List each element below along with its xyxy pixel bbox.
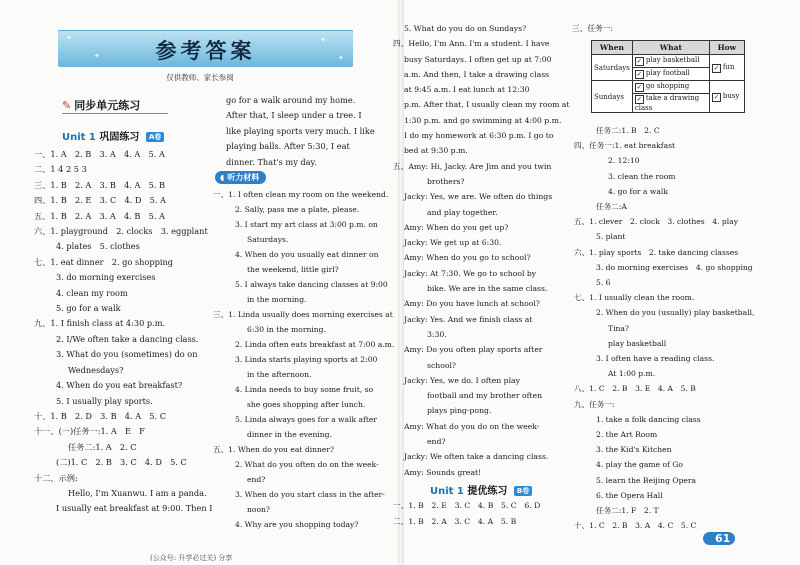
answer-line: football and my brother often — [427, 391, 543, 401]
answer-line: 1. take a folk dancing class — [596, 414, 701, 424]
answer-line: 4. Why are you shopping today? — [235, 520, 359, 529]
answer-line: 3. do morning exercises 4. go shopping — [596, 262, 753, 272]
answer-line: 2. 12:10 — [608, 156, 640, 166]
answer-line: 十、1. B 2. D 3. B 4. A 5. C — [34, 410, 166, 421]
answer-line: 1:30 p.m. and go swimming at 4:00 p.m. — [404, 115, 562, 125]
answer-line: Saturdays. — [247, 235, 289, 244]
answer-line: 一、1. A 2. B 3. A 4. A 5. A — [34, 149, 165, 159]
table-cell: Sundays — [592, 81, 633, 113]
answer-line: 十一、(一)任务一:1. A E F — [34, 426, 145, 437]
answer-line: 2. What do you often do on the week- — [235, 460, 379, 469]
title-banner — [58, 30, 353, 67]
check-icon: ✓ — [636, 83, 643, 91]
answer-line: 2. the Art Room — [596, 430, 658, 440]
answer-line: 任务二:1. A 2. C — [68, 441, 137, 452]
answer-line: 五、1. clever 2. clock 3. clothes 4. play — [574, 217, 738, 227]
section-heading — [62, 97, 140, 113]
cell-text: go shopping — [645, 82, 690, 90]
unit-title: 提优练习 — [467, 486, 508, 497]
table-cell — [632, 68, 709, 81]
answer-line: 二、1 4 2 5 3 — [34, 164, 87, 175]
answer-line: Amy: Do you often play sports after — [404, 345, 543, 355]
section-divider — [62, 113, 168, 114]
column-4-table-label — [572, 21, 772, 36]
answer-line: 一、1. B 2. E 3. C 4. B 5. C 6. D — [393, 501, 541, 510]
pen-icon: ✎ — [62, 99, 72, 112]
answer-line: at 9:45 a.m. I eat lunch at 12:30 — [404, 85, 530, 95]
answer-line: 七、1. I usually clean the room. — [574, 293, 695, 303]
answer-line: 五、1. When do you eat dinner? — [213, 445, 335, 454]
answer-line: Jacky: Yes. And we finish class at — [404, 314, 533, 324]
headphone-icon: ◖ — [220, 173, 225, 182]
answer-line: 五、Amy: Hi, Jacky. Are Jim and you twin — [393, 161, 552, 171]
table-header: When — [592, 41, 633, 55]
unit-title: 巩固练习 — [99, 132, 140, 143]
answer-line: 一、1. I often clean my room on the weekend. — [213, 190, 389, 199]
table-cell — [709, 81, 744, 113]
answer-line: 5. plant — [596, 232, 626, 242]
answer-line: I usually eat breakfast at 9:00. Then I — [56, 503, 213, 514]
answer-line: and play together. — [427, 207, 498, 217]
star-decoration-icon: ✦ — [66, 34, 72, 42]
answer-line: 5. I usually play sports. — [56, 395, 153, 406]
unit-tag: A卷 — [146, 132, 164, 142]
answer-line: Jacky: We get up at 6:30. — [404, 238, 502, 248]
answer-line: 4. clean my room — [56, 287, 128, 298]
answer-line: (二)1. C 2. B 3. C 4. D 5. C — [56, 457, 187, 468]
answer-line: 5. I always take dancing classes at 9:00 — [235, 280, 388, 289]
table-header: How — [709, 41, 744, 55]
answer-line: 十、1. C 2. B 3. A 4. C 5. C — [574, 521, 697, 531]
answer-line: 6:30 in the morning. — [247, 325, 326, 334]
column-2-listening — [213, 187, 395, 532]
page-title: 参考答案 — [155, 39, 256, 63]
table-cell — [632, 55, 709, 68]
answer-line: 3:30. — [427, 329, 447, 339]
answer-line: 4. play the game of Go — [596, 460, 683, 470]
answer-line: 3. I start my art class at 3:00 p.m. on — [235, 220, 378, 229]
answer-line: Tina? — [608, 323, 629, 333]
cell-text: take a drawing class — [634, 94, 700, 112]
answer-line: 5. 6 — [596, 278, 611, 288]
answer-line: in the morning. — [247, 295, 307, 304]
answer-line: brothers? — [427, 176, 465, 186]
answer-line: in the afternoon. — [247, 370, 312, 379]
table-header: What — [632, 41, 709, 55]
answer-line: 四、任务一:1. eat breakfast — [574, 141, 676, 151]
column-3 — [393, 21, 570, 480]
answer-line: dinner in the evening. — [247, 430, 332, 439]
answer-line: 八、1. C 2. B 3. E 4. A 5. B — [574, 384, 696, 394]
answer-line: end? — [247, 475, 266, 484]
cell-text: fun — [722, 62, 735, 71]
answer-line: 六、1. play sports 2. take dancing classes — [574, 247, 739, 257]
answer-line: 4. When do you usually eat dinner on — [235, 250, 379, 259]
answer-line: 十二、示例: — [34, 472, 78, 483]
answer-line: At 1:00 p.m. — [608, 369, 656, 379]
answer-line: 3. do morning exercises — [56, 272, 156, 283]
listening-title: 听力材料 — [227, 173, 260, 182]
answer-line: 2. Sally, pass me a plate, please. — [235, 205, 360, 214]
answer-line: busy Saturdays. I often get up at 7:00 — [404, 54, 552, 64]
answer-line: bed at 9:30 p.m. — [404, 146, 468, 156]
answer-line: bike. We are in the same class. — [427, 284, 548, 294]
answer-line: like playing sports very much. I like — [226, 125, 375, 136]
answer-line: Hello, I'm Xuanwu. I am a panda. — [68, 487, 207, 498]
answer-line: Amy: Sounds great! — [404, 467, 482, 477]
table-cell — [632, 81, 709, 94]
answer-line: dinner. That's my day. — [226, 156, 317, 167]
answer-line: After that, I sleep under a tree. I — [226, 110, 362, 121]
answer-line: 六、1. playground 2. clocks 3. eggplant — [34, 226, 208, 237]
star-decoration-icon: ✦ — [320, 36, 326, 44]
unit-heading-a — [62, 128, 164, 143]
listening-material-label — [215, 171, 266, 184]
answer-line: Jacky: We often take a dancing class. — [404, 452, 549, 462]
answer-line: 4. go for a walk — [608, 186, 668, 196]
check-icon: ✓ — [713, 92, 720, 101]
page-number: 61 — [703, 532, 735, 545]
answer-table — [591, 40, 745, 113]
answer-line: Jacky: Yes, we are. We often do things — [404, 192, 553, 202]
answer-line: plays ping-pong. — [427, 406, 492, 416]
unit-heading-b — [430, 482, 532, 497]
answer-line: noon? — [247, 505, 270, 514]
answer-line: the weekend, little girl? — [247, 265, 339, 274]
answer-line: 3. I often have a reading class. — [596, 354, 715, 364]
answer-line: 3. Linda starts playing sports at 2:00 — [235, 355, 378, 364]
answer-line: 3. What do you (sometimes) do on — [56, 349, 198, 360]
answer-line: 3. clean the room — [608, 171, 676, 181]
answer-line: 2. Linda often eats breakfast at 7:00 a.m. — [235, 340, 395, 349]
answer-line: 3. the Kid's Kitchen — [596, 445, 672, 455]
answer-line: 5. go for a walk — [56, 303, 121, 314]
answer-line: Jacky: At 7:30. We go to school by — [404, 268, 537, 278]
unit-label: Unit 1 — [62, 132, 96, 143]
column-1 — [34, 147, 213, 517]
answer-line: Jacky: Yes, we do. I often play — [404, 375, 520, 385]
table-cell — [632, 94, 709, 113]
answer-line: 三、1. B 2. A 3. B 4. A 5. B — [34, 179, 166, 190]
check-icon: ✓ — [713, 63, 720, 72]
answer-line: 四、Hello, I'm Ann. I'm a student. I have — [393, 39, 550, 49]
answer-line: 3. When do you start class in the after- — [235, 490, 385, 499]
answer-line: Wednesdays? — [68, 364, 124, 375]
answer-line: 五、1. B 2. A 3. A 4. B 5. A — [34, 210, 165, 221]
answer-line: end? — [427, 437, 446, 447]
answer-line: Amy: Do you have lunch at school? — [404, 299, 540, 309]
answer-line: go for a walk around my home. — [226, 95, 356, 105]
page-subtitle: 仅供教师、家长参阅 — [166, 73, 234, 82]
answer-line: a.m. And then, I take a drawing class — [404, 69, 550, 79]
answer-line: school? — [427, 360, 457, 370]
answer-line: 2. I/We often take a dancing class. — [56, 333, 199, 344]
check-icon: ✓ — [636, 95, 643, 103]
unit-tag: B卷 — [514, 486, 532, 496]
answer-line: 二、1. B 2. A 3. C 4. A 5. B — [393, 516, 517, 526]
check-icon: ✓ — [636, 57, 643, 65]
cell-text: play basketball — [645, 56, 700, 64]
footer-note: (公众号: 升学必过关) 分享 — [150, 554, 233, 562]
column-3-b — [393, 498, 561, 529]
check-icon: ✓ — [636, 70, 643, 78]
answer-line: 4. Linda needs to buy some fruit, so — [235, 385, 374, 394]
answer-line: Amy: When do you get up? — [404, 222, 509, 232]
cell-text: busy — [722, 91, 740, 100]
answer-line: I do my homework at 6:30 p.m. I go to — [404, 131, 554, 141]
answer-line: 九、1. I finish class at 4:30 p.m. — [34, 318, 166, 329]
answer-line: she goes shopping after lunch. — [247, 400, 366, 409]
answer-line: 任务二:1. F 2. T — [596, 506, 659, 516]
unit-label: Unit 1 — [430, 486, 464, 497]
answer-line: 七、1. eat dinner 2. go shopping — [34, 256, 173, 267]
answer-line: 四、1. B 2. E 3. C 4. D 5. A — [34, 195, 166, 206]
answer-line: 6. the Opera Hall — [596, 490, 663, 500]
column-2 — [215, 93, 390, 170]
answer-line: Amy: What do you do on the week- — [404, 421, 540, 431]
answer-line: 2. When do you (usually) play basketball, — [596, 308, 755, 318]
answer-line: play basketball — [608, 338, 667, 348]
answer-line: 4. When do you eat breakfast? — [56, 380, 183, 391]
answer-line: 5. Linda always goes for a walk after — [235, 415, 377, 424]
answer-line: 三、1. Linda usually does morning exercises at — [213, 310, 393, 319]
cell-text: play football — [645, 69, 690, 77]
table-cell — [709, 55, 744, 81]
answer-line: playing balls. After 5:30, I eat — [226, 141, 350, 152]
answer-line: Amy: When do you go to school? — [404, 253, 531, 263]
table-label: 三、任务一: — [572, 24, 614, 33]
answer-line: p.m. After that, I usually clean my room at — [404, 100, 570, 110]
answer-line: 九、任务一: — [574, 399, 615, 409]
section-title: 同步单元练习 — [74, 99, 141, 112]
answer-line: 5. learn the Beijing Opera — [596, 475, 697, 485]
star-decoration-icon: ✦ — [338, 54, 344, 62]
column-4 — [574, 123, 774, 533]
answer-line: 5. What do you do on Sundays? — [404, 24, 527, 33]
answer-line: 4. plates 5. clothes — [56, 241, 140, 252]
star-decoration-icon: ✦ — [94, 52, 100, 60]
answer-line: 任务二:A — [596, 202, 627, 212]
answer-line: 任务二:1. B 2. C — [596, 126, 660, 135]
table-cell: Saturdays — [592, 55, 633, 81]
